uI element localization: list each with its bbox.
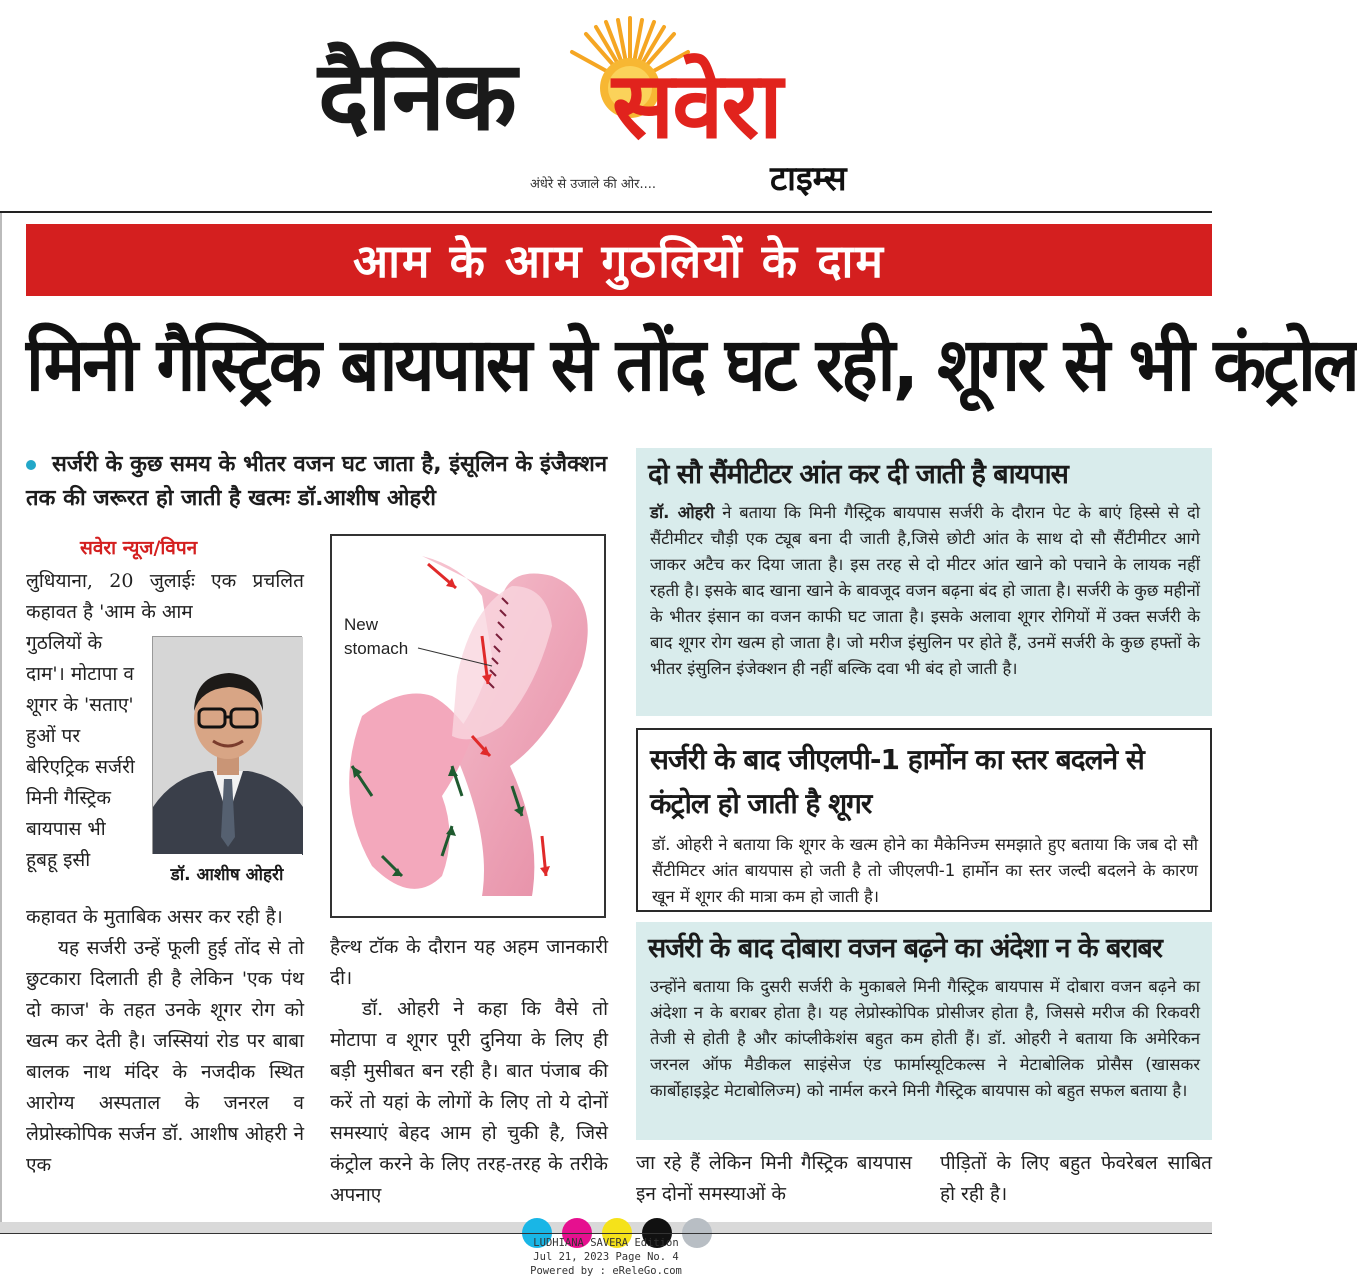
footer: [0, 1236, 1212, 1278]
masthead-title-left: दैनिक: [318, 40, 515, 152]
diagram-label-new: New: [344, 615, 379, 634]
article-paragraph: कहावत के मुताबिक असर कर रही है।: [26, 906, 283, 928]
portrait-image: [153, 637, 303, 855]
page-frame: [0, 213, 2, 1223]
article-paragraph: हैल्थ टॉक के दौरान यह अहम जानकारी दी।: [330, 936, 608, 989]
masthead-divider: [0, 211, 1212, 213]
photo-caption: डॉ. आशीष ओहरी: [152, 854, 302, 896]
info-box-title: दो सौ सैंमीटीटर आंत कर दी जाती है बायपास: [648, 459, 1068, 490]
subheadline-text: सर्जरी के कुछ समय के भीतर वजन घट जाता है, इंसूलिन के इंजैक्शन तक की जरूरत हो जाती है खत्मः डॉ.आशीष ओहरी: [26, 452, 608, 511]
article-col1-body: [26, 902, 304, 1181]
footer-edition: LUDHIANA SAVERA Edition: [533, 1237, 679, 1249]
info-box-body: उन्होंने बताया कि दुसरी सर्जरी के मुकाबले मिनी गैस्ट्रिक बायपास में दोबारा वजन बढ़ने का अंदेशा न के बराबर होता है। यह लेप्रोस्कोपिक प्रोसीजर होता है, जिससे मरीज की रिकवरी तेजी से होती है और कांप्लीकेशंस बहुत कम होती हैं। डॉ. ओहरी ने बताया कि अमेरिकन जरनल ऑफ मैडीकल साइंसेज एंड फार्मास्यूटिकल्स ने मेटाबोलिक प्रोसैस (खासकर कार्बोहाइड्रेट मेटाबोलिज्म) को नार्मल करने मिनी गैस्ट्रिक बायपास को बहुत सफल बताया है।: [650, 977, 1200, 1100]
article-col1-wrap: गुठलियों के दाम'। मोटापा व शूगर के 'सताए' हुओं पर बेरिएट्रिक सर्जरी मिनी गैस्ट्रिक बायपास भी हूबहू इसी: [26, 632, 135, 871]
diagram-label-stomach: stomach: [344, 639, 409, 658]
footer-powered-by: Powered by : eReleGo.com: [530, 1265, 682, 1277]
masthead-tagline: अंधेरे से उजाले की ओर....: [530, 177, 657, 192]
info-box-title: सर्जरी के बाद दोबारा वजन बढ़ने का अंदेशा न के बराबर: [648, 933, 1162, 964]
masthead-title-right: सवेरा: [612, 52, 781, 159]
info-box-glp1: [636, 728, 1212, 912]
masthead-subtitle: टाइम्स: [770, 159, 847, 199]
banner-text: आम के आम गुठलियों के दाम: [353, 234, 885, 288]
article-col3: जा रहे हैं लेकिन मिनी गैस्ट्रिक बायपास इन दोनों समस्याओं के: [636, 1152, 912, 1205]
main-headline: मिनी गैस्ट्रिक बायपास से तोंद घट रही, शूगर से भी कंट्रोल: [26, 322, 1357, 408]
info-box-lead: डॉ. ओहरी: [650, 503, 715, 522]
info-box-bypass: [636, 448, 1212, 716]
masthead: [0, 0, 1212, 212]
info-box-weight-regain: [636, 922, 1212, 1140]
article-col1-intro: लुधियाना, 20 जुलाईः एक प्रचलित कहावत है 'आम के आम: [26, 570, 304, 623]
article-col4: पीड़ितों के लिए बहुत फेवरेबल साबित हो रही है।: [940, 1152, 1212, 1205]
info-box-title: सर्जरी के बाद जीएलपी-1 हार्मोन का स्तर बदलने से कंट्रोल हो जाती है शूगर: [650, 743, 1144, 820]
footer-date: Jul 21, 2023 Page No. 4: [533, 1251, 679, 1263]
info-box-text: [636, 494, 1212, 682]
bullet-icon: [26, 460, 36, 470]
stomach-diagram: [332, 536, 604, 916]
info-box-body: डॉ. ओहरी ने बताया कि शूगर के खत्म होने का मैकेनिज्म समझाते हुए बताया कि जब दो सौ सैंटीमिटर आंत बायपास हो जती है तो जीएलपी-1 हार्मोन का स्तर जल्दी बदलने के कारण खून में शूगर की मात्रा कम हो जाती है।: [652, 835, 1198, 906]
byline: सवेरा न्यूज/विपन: [80, 537, 198, 559]
article-paragraph: डॉ. ओहरी ने कहा कि वैसे तो मोटापा व शूगर पूरी दुनिया के लिए ही बड़ी मुसीबत बन रही है। बात पंजाब की करें तो यहां के लोगों के लिए तो ये दोनों समस्याएं बेहद आम हो चुकी है, जिसे कंट्रोल करने के लिए तरह-तरह के तरीके अपनाए: [330, 998, 608, 1206]
subheadline: [26, 448, 616, 516]
author-photo: [152, 636, 302, 854]
red-banner: [26, 224, 1212, 296]
article-col2: [330, 932, 608, 1211]
article-paragraph: यह सर्जरी उन्हें फूली हुई तोंद से तो छुटकारा दिलाती ही है लेकिन 'एक पंथ दो काज' के तहत उनके शूगर रोग को खत्म कर देती है। जस्सियां रोड पर बाबा बालक नाथ मंदिर के नजदीक स्थित आरोग्य अस्पताल के जनरल व लेप्रोस्कोपिक सर्जन डॉ. आशीष ओहरी ने एक: [26, 937, 304, 1176]
info-box-body: ने बताया कि मिनी गैस्ट्रिक बायपास सर्जरी के दौरान पेट के बाएं हिस्से से दो सैंटीमीटर चौड़ी एक ट्यूब बना दी जाती है,जिसे छोटी आंत के साथ दो सौ सैंटीमीटर आगे जाकर अटैच कर दिया जाता है। इस तरह से दो मीटर आंत खाने को पचाने के लायक नहीं रहती है। इसके बाद खाना खाने के बावजूद वजन बढ़ना बंद हो जाता है। सर्जरी के कुछ महीनों के भीतर इंसान का वजन काफी घट जाता है। इसके अलावा शूगर रोगियों में उक्त सर्जरी के बाद शूगर रोग खत्म हो जाता है। जो मरीज इंसुलिन पर होते हैं, उनमें सर्जरी के कुछ हफ्तों के भीतर इंसुलिन इंजेक्शन ही नहीं बल्कि दवा भी बंद हो जाती है।: [650, 503, 1200, 678]
footer-divider: [0, 1233, 1212, 1234]
gastric-bypass-illustration: [330, 534, 606, 918]
